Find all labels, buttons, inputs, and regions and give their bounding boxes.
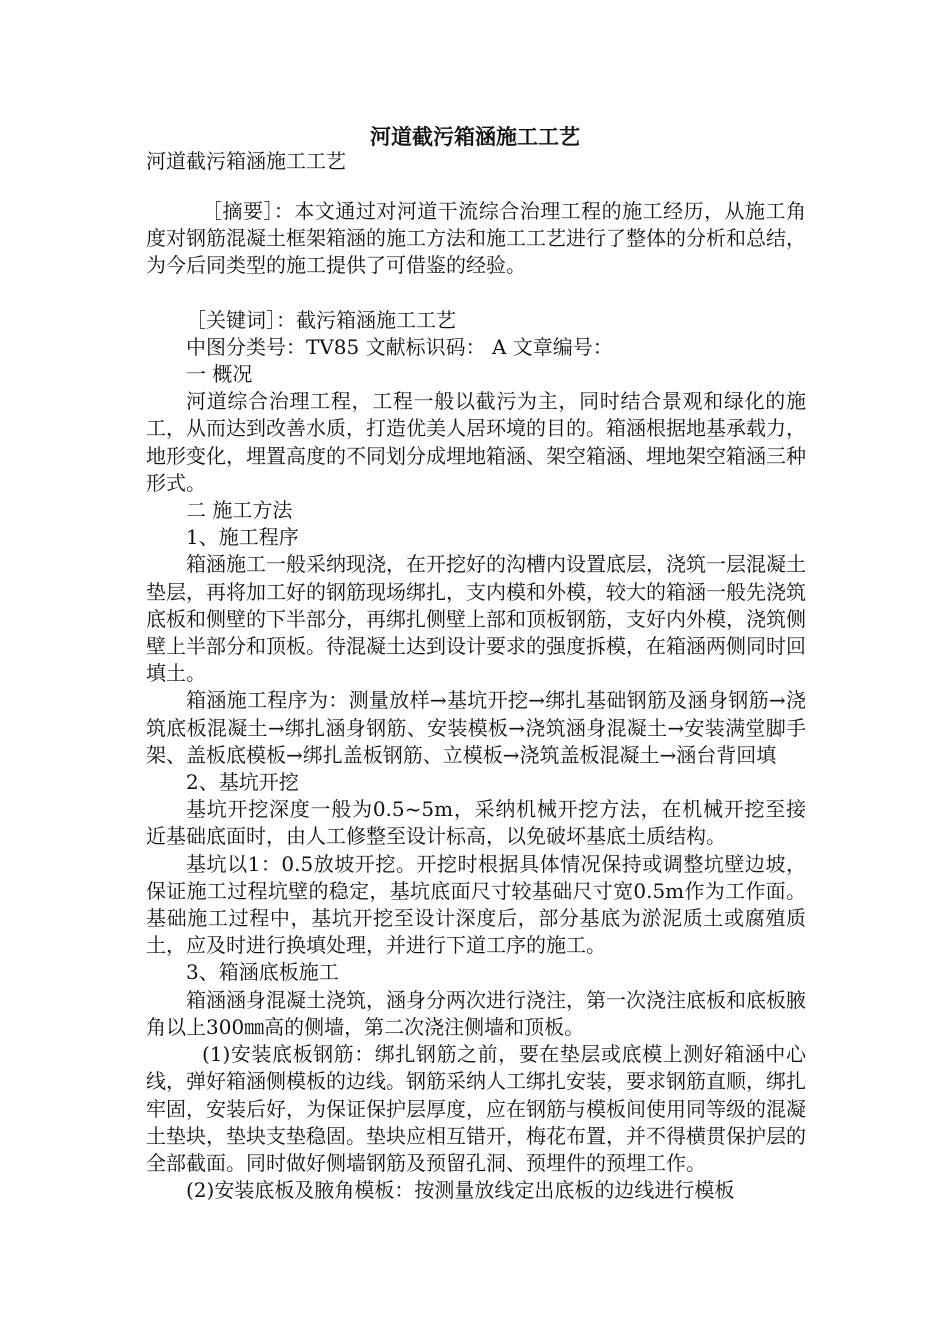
body-paragraph: 基坑以1：0.5放坡开挖。开挖时根据具体情况保持或调整坑壁边坡，保证施工过程坑壁的稳定，基坑底面尺寸较基础尺寸宽0.5m作为工作面。基础施工过程中，基坑开挖至设计深度后，部分基底为淤泥质土或腐殖质土，应及时进行换填处理，并进行下道工序的施工。 [146,851,806,958]
document-title: 河道截污箱涵施工工艺 [370,124,580,149]
keywords-line: ［关键词］：截污箱涵施工工艺 [186,307,456,332]
subsection-heading: 2、基坑开挖 [186,770,299,795]
document-subtitle: 河道截污箱涵施工工艺 [146,149,346,173]
body-paragraph: 箱涵施工一般采纳现浇，在开挖好的沟槽内设置底层，浇筑一层混凝土垫层，再将加工好的钢筋现场绑扎，支内模和外模，较大的箱涵一般先浇筑底板和侧壁的下半部分，再绑扎侧壁上部和顶板钢筋，支好内外模，浇筑侧壁上半部分和顶板。待混凝土达到设计要求的强度拆模，在箱涵两侧同时回填土。 [146,552,806,686]
body-paragraph: 箱涵涵身混凝土浇筑，涵身分两次进行浇注，第一次浇注底板和底板腋角以上300㎜高的侧墙，第二次浇注侧墙和顶板。 [146,987,806,1039]
subsection-heading: 3、箱涵底板施工 [186,960,339,985]
body-paragraph: (1)安装底板钢筋：绑扎钢筋之前，要在垫层或底模上测好箱涵中心线，弹好箱涵侧模板的边线。钢筋采纳人工绑扎安装，要求钢筋直顺，绑扎牢固，安装后好，为保证保护层厚度，应在钢筋与模板间使用同等级的混凝土垫块，垫块支垫稳固。垫块应相互错开，梅花布置，并不得横贯保护层的全部截面。同时做好侧墙钢筋及预留孔洞、预埋件的预埋工作。 [146,1042,806,1175]
body-paragraph: 箱涵施工程序为：测量放样→基坑开挖→绑扎基础钢筋及涵身钢筋→浇筑底板混凝土→绑扎涵身钢筋、安装模板→浇筑涵身混凝土→安装满堂脚手架、盖板底模板→绑扎盖板钢筋、立模板→浇筑盖板混凝土→涵台背回填 [146,688,806,767]
section-heading-methods: 二 施工方法 [186,498,293,523]
paragraph-gap [146,280,806,307]
body-paragraph: 河道综合治理工程，工程一般以截污为主，同时结合景观和绿化的施工，从而达到改善水质，打造优美人居环境的目的。箱涵根据地基承载力，地形变化，埋置高度的不同划分成埋地箱涵、架空箱涵、埋地架空箱涵三种形式。 [146,389,806,495]
body-paragraph: 基坑开挖深度一般为0.5~5m，采纳机械开挖方法，在机械开挖至接近基础底面时，由人工修整至设计标高，以免破坏基底土质结构。 [146,797,806,849]
classification-line: 中图分类号：TV85 文献标识码： A 文章编号： [186,334,613,359]
body-paragraph: (2)安装底板及腋角模板：按测量放线定出底板的边线进行模板 [186,1178,735,1203]
section-heading-overview: 一 概况 [186,362,253,387]
document-body [146,198,806,1204]
subsection-heading: 1、施工程序 [186,525,299,550]
abstract-paragraph: ［摘要］：本文通过对河道干流综合治理工程的施工经历，从施工角度对钢筋混凝土框架箱涵的施工方法和施工工艺进行了整体的分析和总结，为今后同类型的施工提供了可借鉴的经验。 [146,199,806,278]
